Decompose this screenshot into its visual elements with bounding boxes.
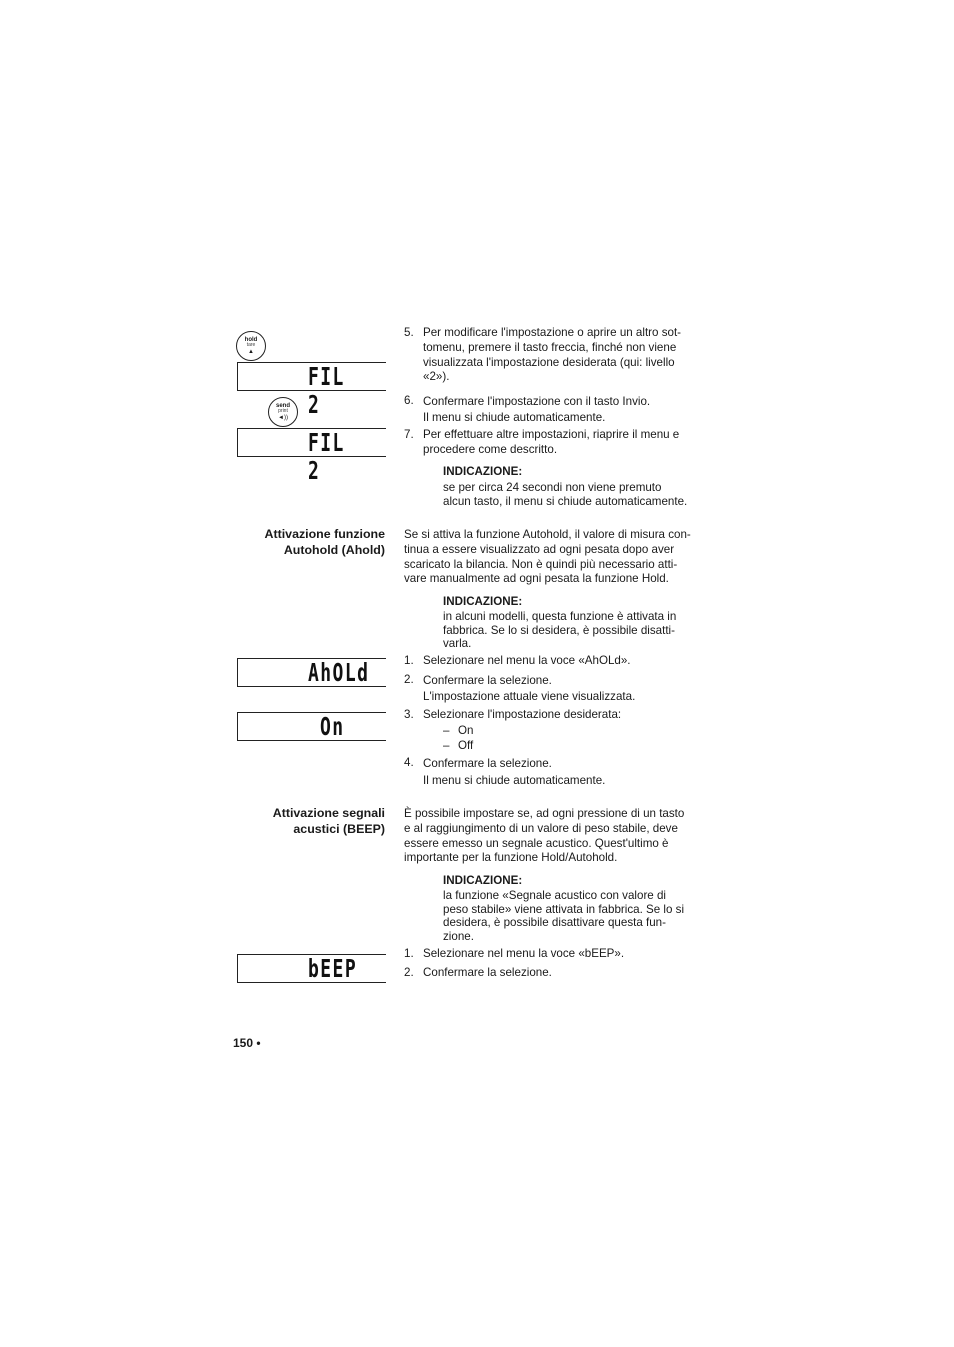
step-text: Selezionare l'impostazione desiderata: (423, 708, 622, 721)
step-line: procedere come descritto. (423, 442, 558, 456)
section-title-autohold (185, 527, 385, 558)
para-line: vare manualmente ad ogni pesata la funzione Hold. (404, 572, 669, 586)
tare-button-sublabel: tare (246, 342, 256, 348)
speaker-icon: ◄)) (278, 415, 288, 421)
send-button-label: send (275, 403, 290, 409)
note-heading: INDICAZIONE: (443, 595, 523, 608)
step-number: 2. (404, 966, 414, 979)
step-line: Confermare l'impostazione con il tasto Invio. (423, 395, 651, 408)
para-line: essere emesso un segnale acustico. Quest'ultimo è (404, 836, 669, 850)
send-print-button (268, 397, 298, 427)
lcd-text-on: On (320, 712, 345, 741)
title-line: Attivazione funzione (264, 527, 385, 541)
step-number: 5. (404, 326, 414, 339)
title-line: Autohold (Ahold) (283, 542, 385, 557)
option-label: Off (458, 739, 474, 752)
step-line: Per effettuare altre impostazioni, riaprire il menu e (423, 428, 680, 441)
para-line: tinua a essere visualizzato ad ogni pesata dopo aver (404, 542, 675, 556)
step-number: 7. (404, 428, 414, 441)
step-text: Selezionare nel menu la voce «bEEP». (423, 947, 625, 960)
step-text (423, 326, 693, 385)
para-line: e al raggiungimento di un valore di peso stabile, deve (404, 821, 678, 835)
note-heading: INDICAZIONE: (443, 465, 523, 478)
section-paragraph (404, 807, 696, 866)
step-line: L'impostazione attuale viene visualizzata. (423, 690, 636, 703)
hold-button-label: hold (244, 337, 258, 343)
lcd-display-fil2-confirmed (237, 428, 386, 485)
step-line: tomenu, premere il tasto freccia, finché non viene (423, 340, 677, 354)
step-text (423, 428, 693, 458)
lcd-text-ahold: AhOLd (308, 658, 370, 687)
step-line: Il menu si chiude automaticamente. (423, 411, 606, 424)
section-title-beep (185, 806, 385, 837)
step-number: 3. (404, 708, 414, 721)
step-line: «2»). (423, 370, 450, 384)
step-text: Confermare la selezione. (423, 966, 552, 979)
step-line: Confermare la selezione. (423, 757, 552, 770)
step-line: visualizzata l'impostazione desiderata (qui: livello (423, 355, 675, 369)
lcd-display-ahold (237, 658, 386, 687)
note-line: zione. (443, 929, 474, 943)
step-number: 1. (404, 947, 414, 960)
step-line: Confermare la selezione. (423, 674, 552, 687)
lcd-display-on (237, 712, 386, 741)
note-line: in alcuni modelli, questa funzione è attivata in (443, 610, 677, 623)
arrow-up-icon: ▲ (248, 349, 254, 355)
note-line: desidera, è possibile disattivare questa fun- (443, 916, 666, 930)
step-number: 2. (404, 673, 414, 686)
lcd-text-beep: bEEP (308, 954, 358, 983)
para-line: Se si attiva la funzione Autohold, il valore di misura con- (404, 528, 691, 541)
para-line: importante per la funzione Hold/Autohold. (404, 851, 618, 865)
page-number: 150 • (233, 1036, 261, 1050)
step-text (423, 394, 693, 426)
step-text (423, 756, 693, 789)
option-dash: – (443, 724, 450, 737)
step-number: 1. (404, 654, 414, 667)
step-number: 6. (404, 394, 414, 407)
note-line: peso stabile» viene attivata in fabbrica. Se lo si (443, 902, 685, 916)
option-dash: – (443, 739, 450, 752)
section-paragraph (404, 528, 696, 587)
title-line: Attivazione segnali (272, 806, 385, 820)
lcd-text-fil2: FIL 2 (308, 362, 345, 419)
option-label: On (458, 724, 474, 737)
note-line: fabbrica. Se lo si desidera, è possibile disatti- (443, 623, 675, 637)
lcd-text-fil2-confirmed: FIL 2 (308, 428, 345, 485)
note-line: la funzione «Segnale acustico con valore di (443, 889, 667, 902)
note-body (443, 610, 698, 651)
lcd-display-beep (237, 954, 386, 983)
note-body (443, 889, 698, 943)
title-line: acustici (BEEP) (293, 821, 385, 836)
note-heading: INDICAZIONE: (443, 874, 523, 887)
step-text (423, 673, 693, 705)
note-body (443, 481, 698, 508)
step-number: 4. (404, 756, 414, 769)
note-line: alcun tasto, il menu si chiude automaticamente. (443, 494, 688, 508)
note-line: varla. (443, 637, 472, 651)
step-line: Per modificare l'impostazione o aprire un altro sot- (423, 326, 682, 339)
hold-tare-button (236, 331, 266, 361)
step-text: Selezionare nel menu la voce «AhOLd». (423, 654, 631, 667)
print-button-sublabel: print (278, 408, 288, 414)
note-line: se per circa 24 secondi non viene premuto (443, 481, 662, 494)
para-line: È possibile impostare se, ad ogni pressione di un tasto (404, 807, 685, 820)
para-line: scaricato la bilancia. Non è quindi più necessario atti- (404, 557, 678, 571)
step-line: Il menu si chiude automaticamente. (423, 773, 606, 787)
